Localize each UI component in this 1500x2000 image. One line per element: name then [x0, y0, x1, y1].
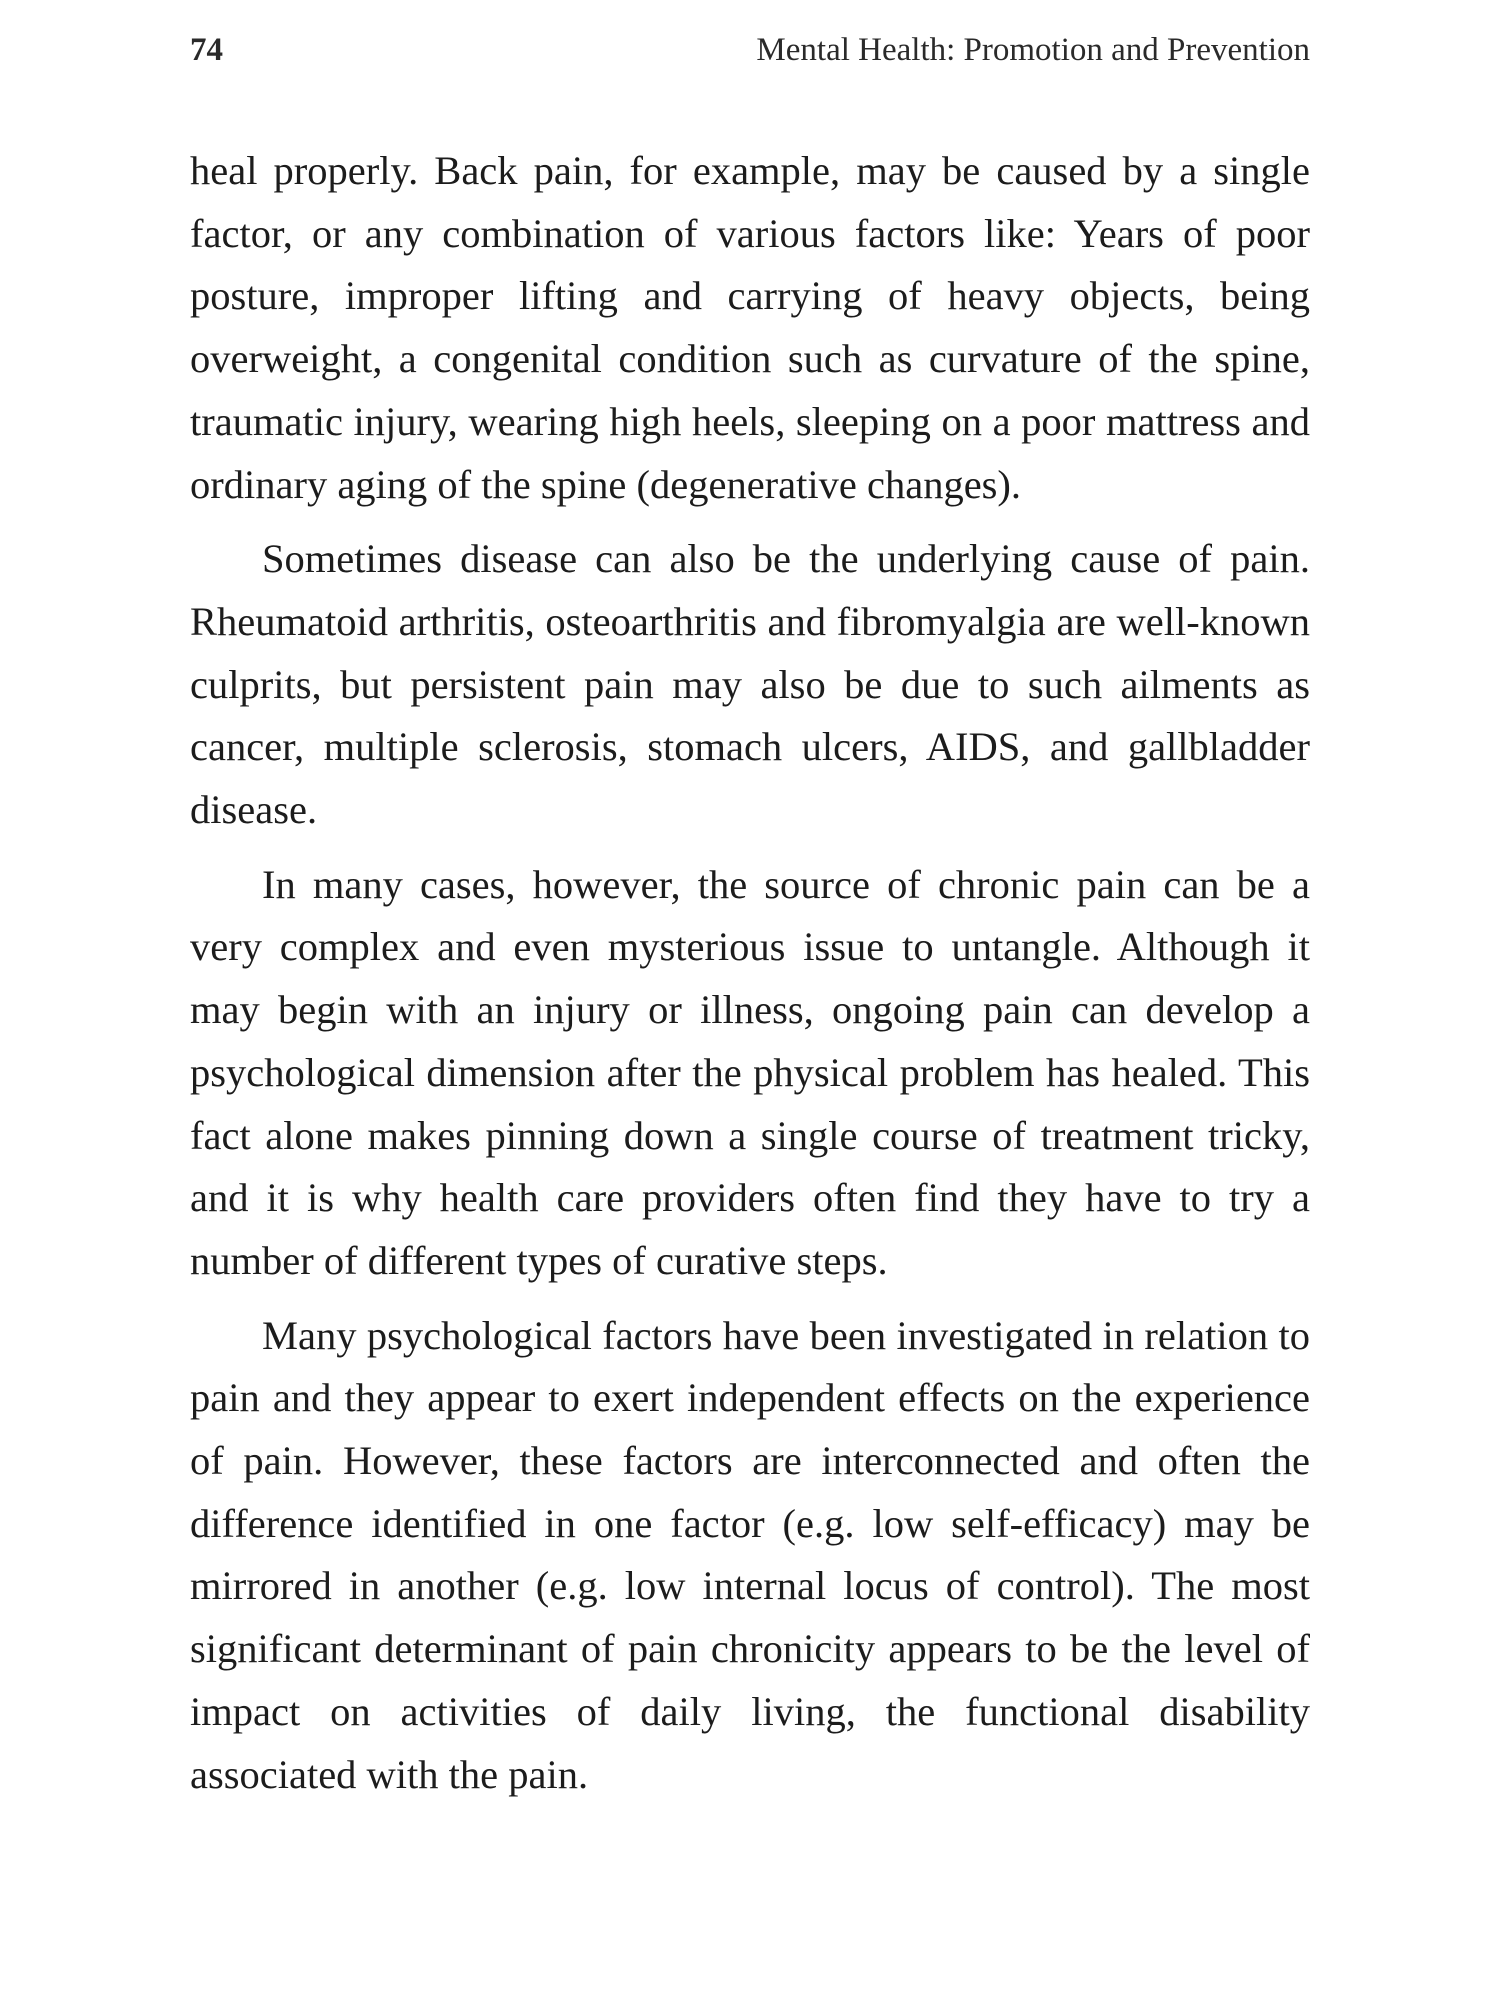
running-header — [190, 32, 1310, 72]
paragraph-chronic-pain-source: In many cases, however, the source of chronic pain can be a very complex and even mysterious issue to untangle. Although it may begin with an injury or illness, ongoing pain can develop a psychological dimension after the physical problem has healed. This fact alone makes pinning down a single course of treatment tricky, and it is why health care providers often find they have to try a number of different types of curative steps. — [190, 861, 1310, 1283]
page-number: 74 — [190, 32, 223, 68]
paragraph-continuation: heal properly. Back pain, for example, may be caused by a single factor, or any combination of various factors like: Years of poor posture, improper lifting and carrying of heavy objects, being overweight, a congenital condition such as curvature of the spine, traumatic injury, wearing high heels, sleeping on a poor mattress and ordinary aging of the spine (degenerative changes). — [190, 148, 1310, 507]
body-text — [190, 140, 1310, 1818]
running-title: Mental Health: Promotion and Prevention — [756, 32, 1310, 68]
paragraph-disease-causes: Sometimes disease can also be the underlying cause of pain. Rheumatoid arthritis, osteoarthritis and fibromyalgia are well-known culprits, but persistent pain may also be due to such ailments as cancer, multiple sclerosis, stomach ulcers, AIDS, and gallbladder disease. — [190, 536, 1310, 833]
paragraph-psychological-factors: Many psychological factors have been investigated in relation to pain and they appear to exert independent effects on the experience of pain. However, these factors are interconnected and often the difference identified in one factor (e.g. low self-efficacy) may be mirrored in another (e.g. low internal locus of control). The most significant determinant of pain chronicity appears to be the level of impact on activities of daily living, the functional disability associated with the pain. — [190, 1312, 1310, 1797]
